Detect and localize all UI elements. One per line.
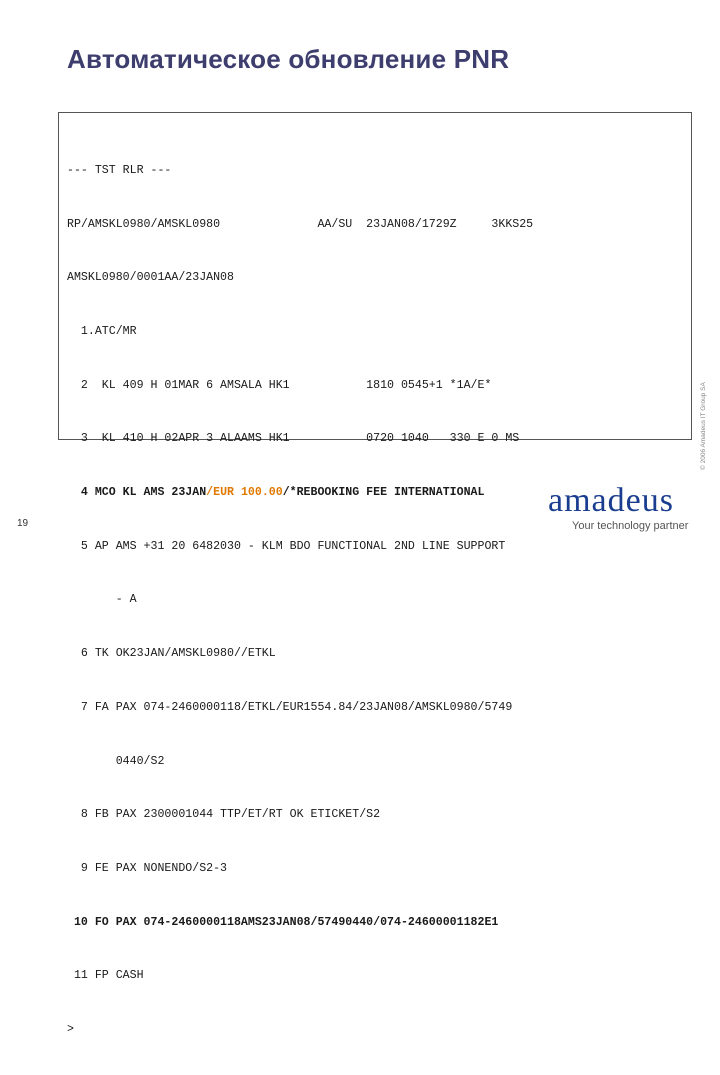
mco-text-a: 4 MCO KL AMS 23JAN — [67, 486, 207, 500]
pnr-lines — [67, 126, 533, 1075]
pnr-line-5: 2 KL 409 H 01MAR 6 AMSALA HK1 1810 0545+1 *1A/E* — [67, 378, 492, 392]
copyright-text: © 2006 Amadeus IT Group SA — [700, 382, 707, 470]
pnr-line-13: 8 FB PAX 2300001044 TTP/ET/RT OK ETICKET/S2 — [67, 808, 381, 822]
pnr-line-8: 5 AP AMS +31 20 6482030 - KLM BDO FUNCTIONAL 2ND LINE SUPPORT — [67, 539, 506, 553]
pnr-line-2: RP/AMSKL0980/AMSKL0980 AA/SU 23JAN08/1729Z 3KKS25 — [67, 217, 534, 231]
logo-tagline: Your technology partner — [572, 520, 689, 532]
pnr-line-1: --- TST RLR --- — [67, 163, 172, 177]
mco-text-b: /*REBOOKING FEE INTERNATIONAL — [282, 486, 485, 500]
pnr-line-12: 0440/S2 — [67, 754, 165, 768]
pnr-line-10: 6 TK OK23JAN/AMSKL0980//ETKL — [67, 647, 276, 661]
pnr-line-4: 1.ATC/MR — [67, 324, 137, 338]
pnr-line-14: 9 FE PAX NONENDO/S2-3 — [67, 861, 228, 875]
logo-wordmark: amadeus — [548, 482, 674, 519]
pnr-line-6: 3 KL 410 H 02APR 3 ALAAMS HK1 0720 1040 330 E 0 MS — [67, 432, 520, 446]
pnr-line-9: - A — [67, 593, 137, 607]
page-number: 19 — [17, 518, 29, 529]
pnr-line-mco — [67, 484, 533, 502]
pnr-prompt: > — [67, 1023, 74, 1037]
slide-title: Автоматическое обновление PNR — [67, 44, 510, 74]
mco-amount: /EUR 100.00 — [206, 486, 283, 500]
pnr-line-fo: 10 FO PAX 074-2460000118AMS23JAN08/57490440/074-24600001182E1 — [67, 915, 499, 929]
pnr-line-16: 11 FP CASH — [67, 969, 144, 983]
pnr-line-3: AMSKL0980/0001AA/23JAN08 — [67, 271, 234, 285]
amadeus-logo — [548, 484, 674, 518]
pnr-line-11: 7 FA PAX 074-2460000118/ETKL/EUR1554.84/23JAN08/AMSKL0980/5749 — [67, 700, 513, 714]
